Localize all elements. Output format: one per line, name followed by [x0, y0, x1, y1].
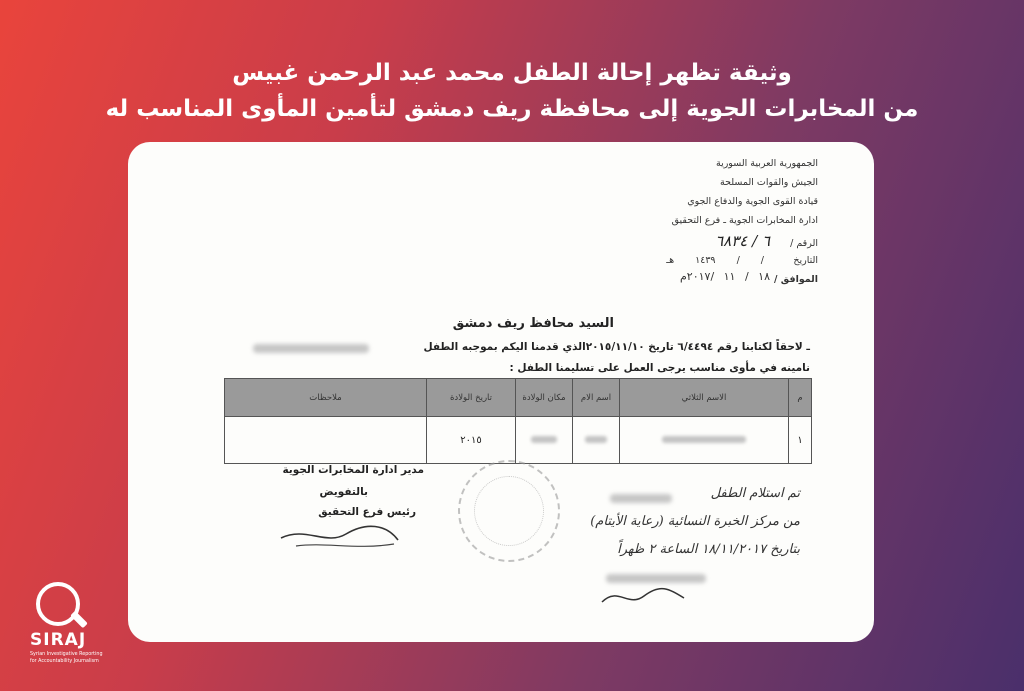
redacted-child-name — [253, 344, 369, 353]
siraj-logo — [28, 580, 112, 680]
signature-line-2: بالتفويض — [319, 486, 368, 498]
document-card — [128, 142, 874, 642]
row-full-name — [620, 417, 789, 464]
row-notes — [225, 417, 427, 464]
handwritten-line-3: بتاريخ ١٨/١١/٢٠١٧ الساعة ٢ ظهراً — [617, 542, 800, 557]
official-stamp — [458, 460, 560, 562]
row-mother-name — [573, 417, 620, 464]
col-index: م — [789, 379, 812, 417]
signature-scribble — [276, 516, 406, 556]
header-line-1: الجمهورية العربية السورية — [715, 158, 818, 169]
table-row — [225, 417, 812, 464]
logo-name: SIRAJ — [30, 630, 87, 650]
corresponding-label: الموافق / — [774, 274, 818, 285]
handwritten-line-1: تم استلام الطفل — [710, 486, 800, 501]
header-line-4: ادارة المخابرات الجوية ـ فرع التحقيق — [671, 215, 818, 226]
col-mother-name: اسم الام — [573, 379, 620, 417]
document-scan — [128, 142, 874, 642]
header-line-3: قيادة القوى الجوية والدفاع الجوي — [687, 196, 818, 207]
date-label: التاريخ — [793, 255, 818, 266]
row-birth-date: ٢٠١٥ — [427, 417, 516, 464]
addressee: السيد محافظ ريف دمشق — [452, 316, 614, 331]
logo-subtitle-2: for Accountability Journalism — [30, 659, 99, 664]
table-header-row — [225, 379, 812, 417]
redacted-handwritten-name — [610, 494, 672, 503]
number-label: الرقم / — [790, 238, 818, 249]
signature-line-1: مدير ادارة المخابرات الجوية — [282, 464, 424, 476]
children-table — [224, 378, 812, 464]
corresponding-value: ١٨ / ١١ /٢٠١٧م — [679, 270, 770, 283]
date-value: / / ١٤٣٩ هـ — [666, 255, 764, 266]
col-notes: ملاحظات — [225, 379, 427, 417]
header-line-2: الجيش والقوات المسلحة — [720, 177, 818, 188]
row-index: ١ — [789, 417, 812, 464]
body-line-2: نامينه في مأوى مناسب يرجى العمل على تسليمنا الطفل : — [509, 362, 810, 374]
body-line-1: ـ لاحقاً لكتابنا رقم ٦/٤٤٩٤ تاريخ ٢٠١٥/١١/١٠الذي قدمنا اليكم بموجبه الطفل — [423, 341, 810, 353]
number-value: ٦ / ٦٨٣٤ — [715, 232, 770, 250]
col-full-name: الاسم الثلاثي — [620, 379, 789, 417]
receipt-signature — [598, 582, 688, 612]
row-birthplace — [516, 417, 573, 464]
col-birth-date: تاريخ الولادة — [427, 379, 516, 417]
signature-line-3: رئيس فرع التحقيق — [318, 506, 416, 518]
handwritten-line-2: من مركز الخبرة النسائية (رعاية الأيتام) — [590, 514, 800, 529]
headline-line-2: من المخابرات الجوية إلى محافظة ريف دمشق لتأمين المأوى المناسب له — [105, 96, 919, 122]
col-birthplace: مكان الولادة — [516, 379, 573, 417]
headline-line-1: وثيقة تظهر إحالة الطفل محمد عبد الرحمن غبيس — [232, 60, 792, 86]
logo-subtitle-1: Syrian Investigative Reporting — [30, 652, 103, 657]
